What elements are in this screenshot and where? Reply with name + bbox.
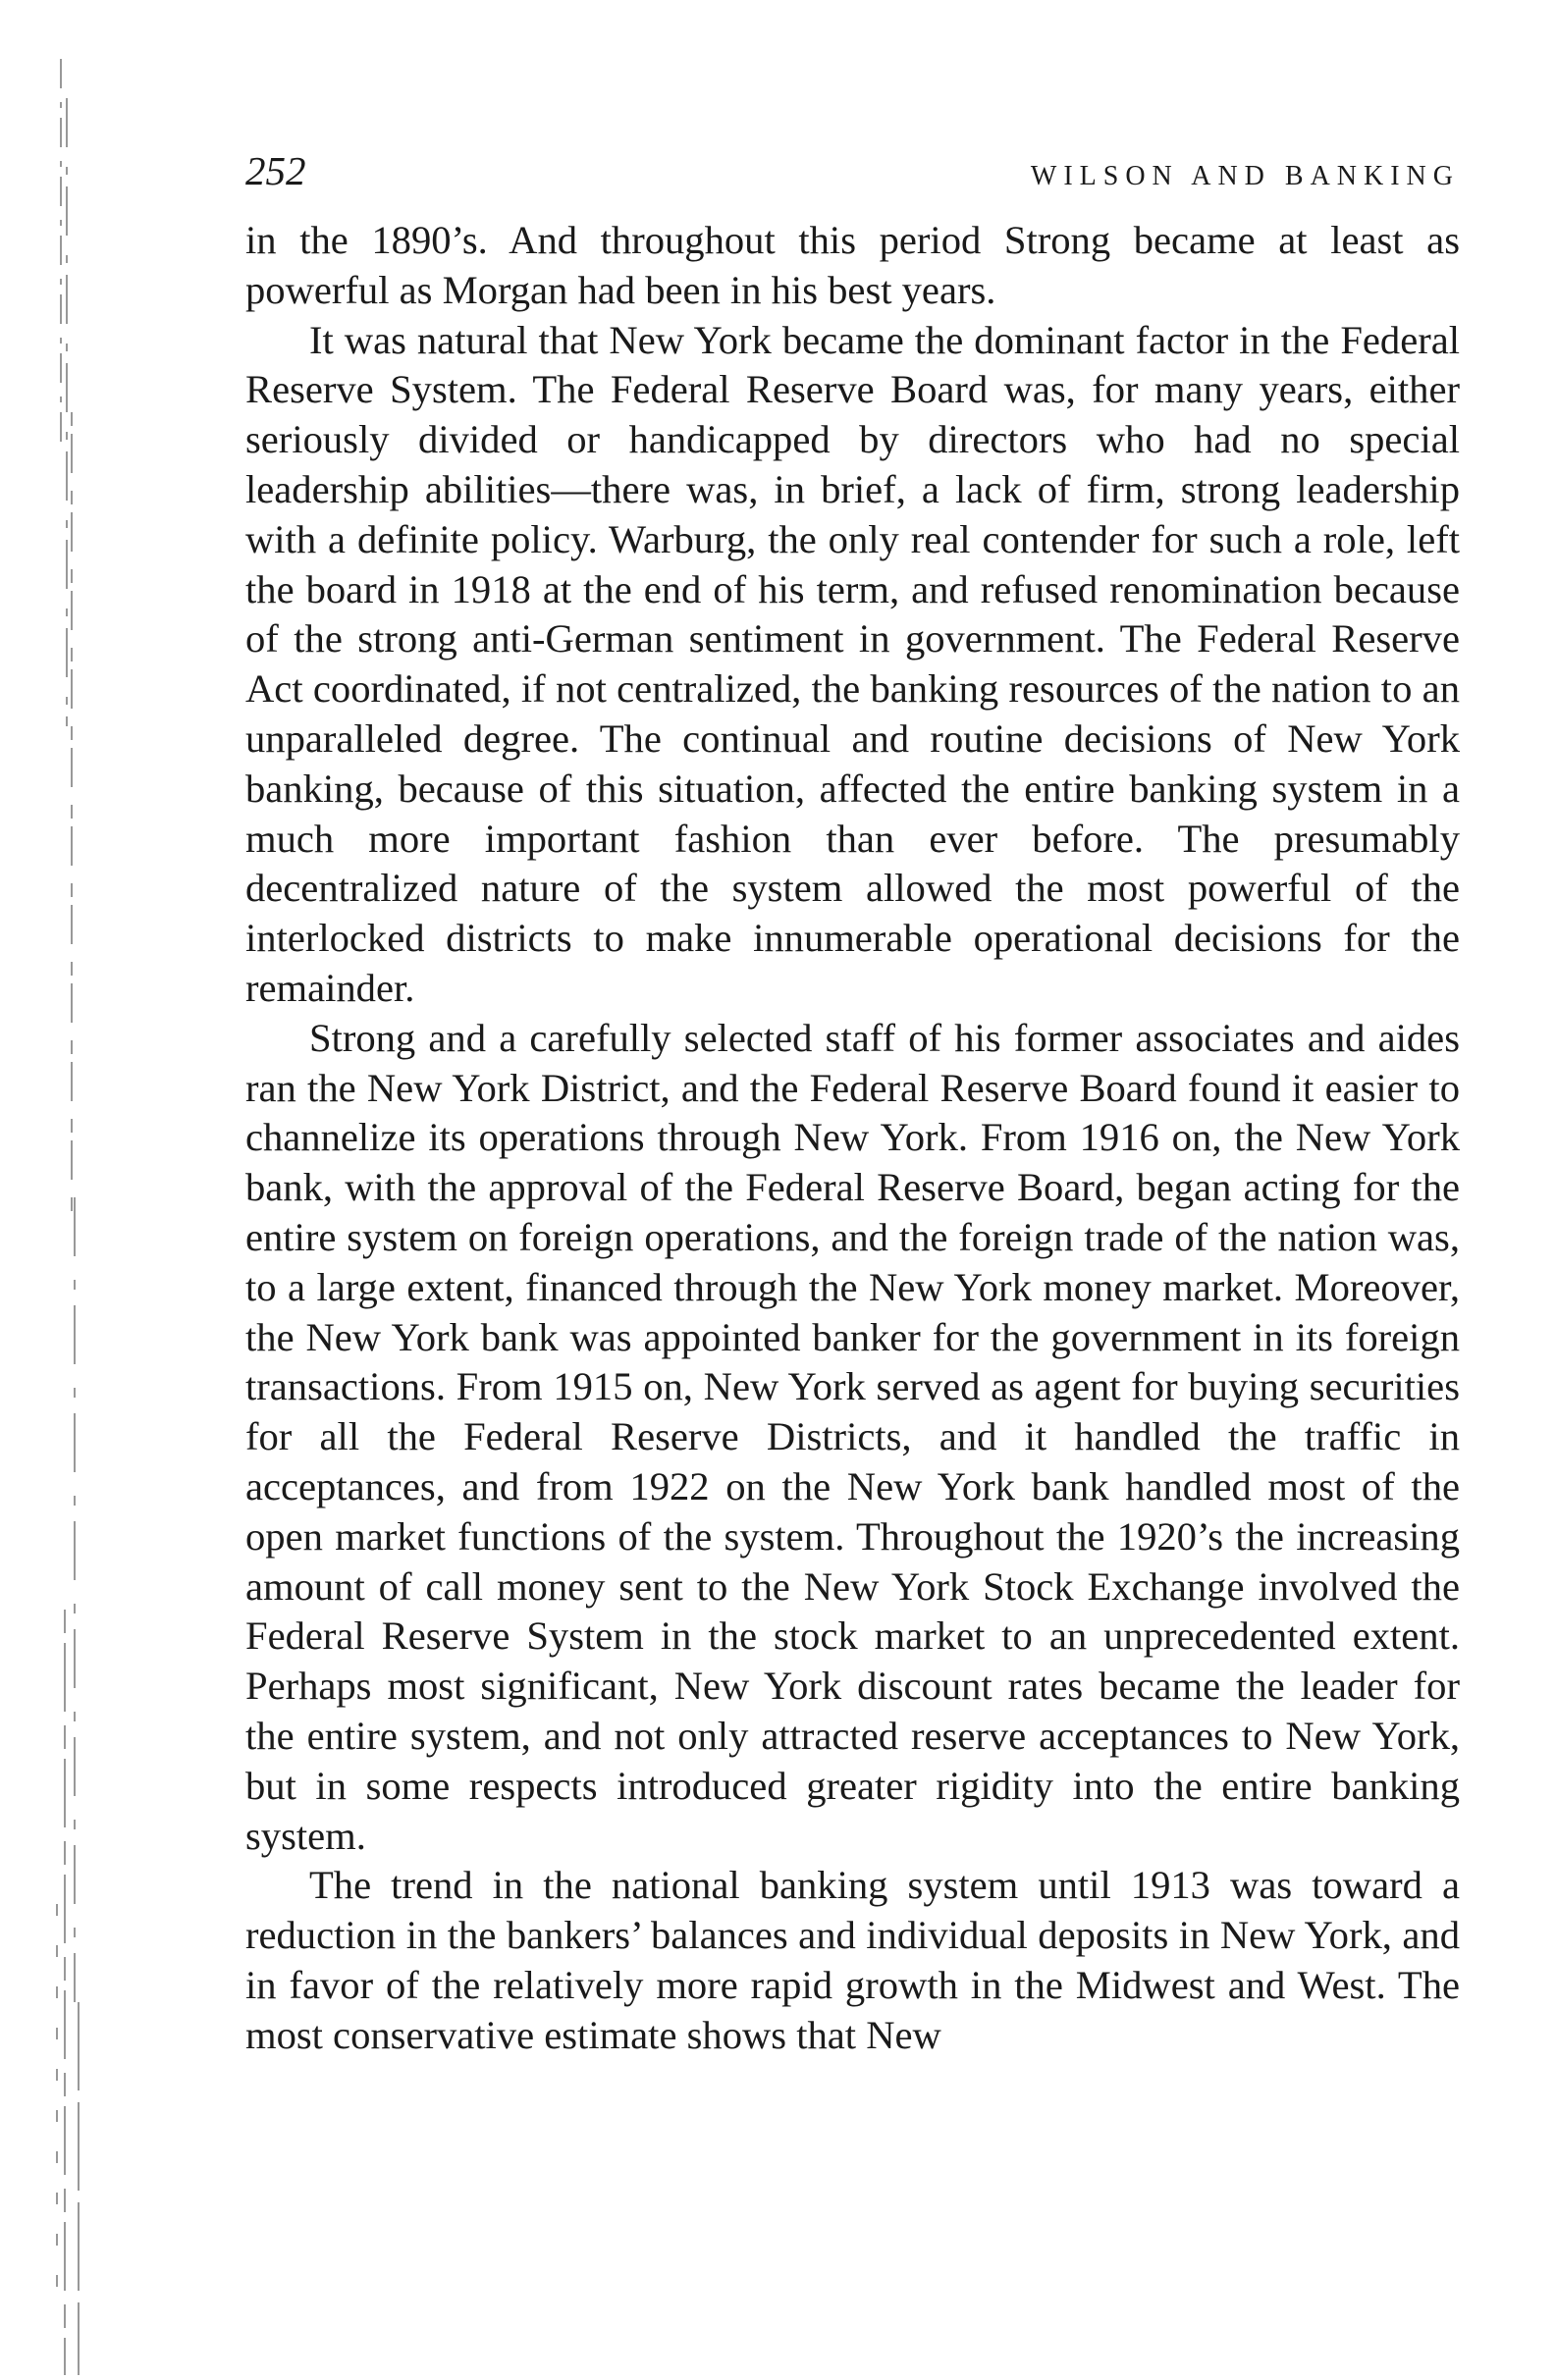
book-page [245, 147, 1460, 2060]
paragraph: Strong and a carefully selected staff of his former associates and aides ran the New York District, and the Federal Reserve Board found it easier to channelize its operations through New York. From 1916 on, the New York bank, with the approval of the Federal Reserve Board, began acting for the entire system on foreign operations, and the foreign trade of the nation was, to a large extent, financed through the New York money market. Moreover, the New York bank was appointed banker for the government in its foreign transactions. From 1915 on, New York served as agent for buying securities for all the Federal Reserve Districts, and it handled the traffic in acceptances, and from 1922 on the New York bank handled most of the open market functions of the system. Throughout the 1920’s the increasing amount of call money sent to the New York Stock Exchange involved the Federal Reserve System in the stock market to an unprecedented extent. Perhaps most significant, New York discount rates became the leader for the entire system, and not only attracted reserve acceptances to New York, but in some respects introduced greater rigidity into the entire banking system. [245, 1015, 1460, 1858]
paragraph: It was natural that New York became the dominant factor in the Federal Reserve System. The Federal Reserve Board was, for many years, either seriously divided or handicapped by directors who had no special leadership abilities—there was, in brief, a lack of firm, strong leadership with a definite policy. Warburg, the only real contender for such a role, left the board in 1918 at the end of his term, and refused renomination because of the strong anti-German sentiment in government. The Federal Reserve Act coordinated, if not centralized, the banking resources of the nation to an unparalleled degree. The continual and routine decisions of New York banking, because of this situation, affected the entire banking system in a much more important fashion than ever before. The presumably decentralized nature of the system allowed the most powerful of the interlocked districts to make innumerable operational decisions for the remainder. [245, 317, 1460, 1010]
body-text [245, 216, 1460, 2060]
page-number: 252 [245, 148, 306, 193]
paragraph: The trend in the national banking system until 1913 was toward a reduction in the bankers’ balances and individual deposits in New York, and in favor of the relatively more rapid growth in the Midwest and West. The most conservative estimate shows that New [245, 1863, 1460, 2057]
running-title: WILSON AND BANKING [1030, 161, 1460, 191]
scan-edge-artifact [39, 39, 98, 2375]
paragraph-continuation: in the 1890’s. And throughout this period Strong became at least as powerful as Morgan had been in his best years. [245, 218, 1460, 312]
running-head [245, 147, 1460, 216]
